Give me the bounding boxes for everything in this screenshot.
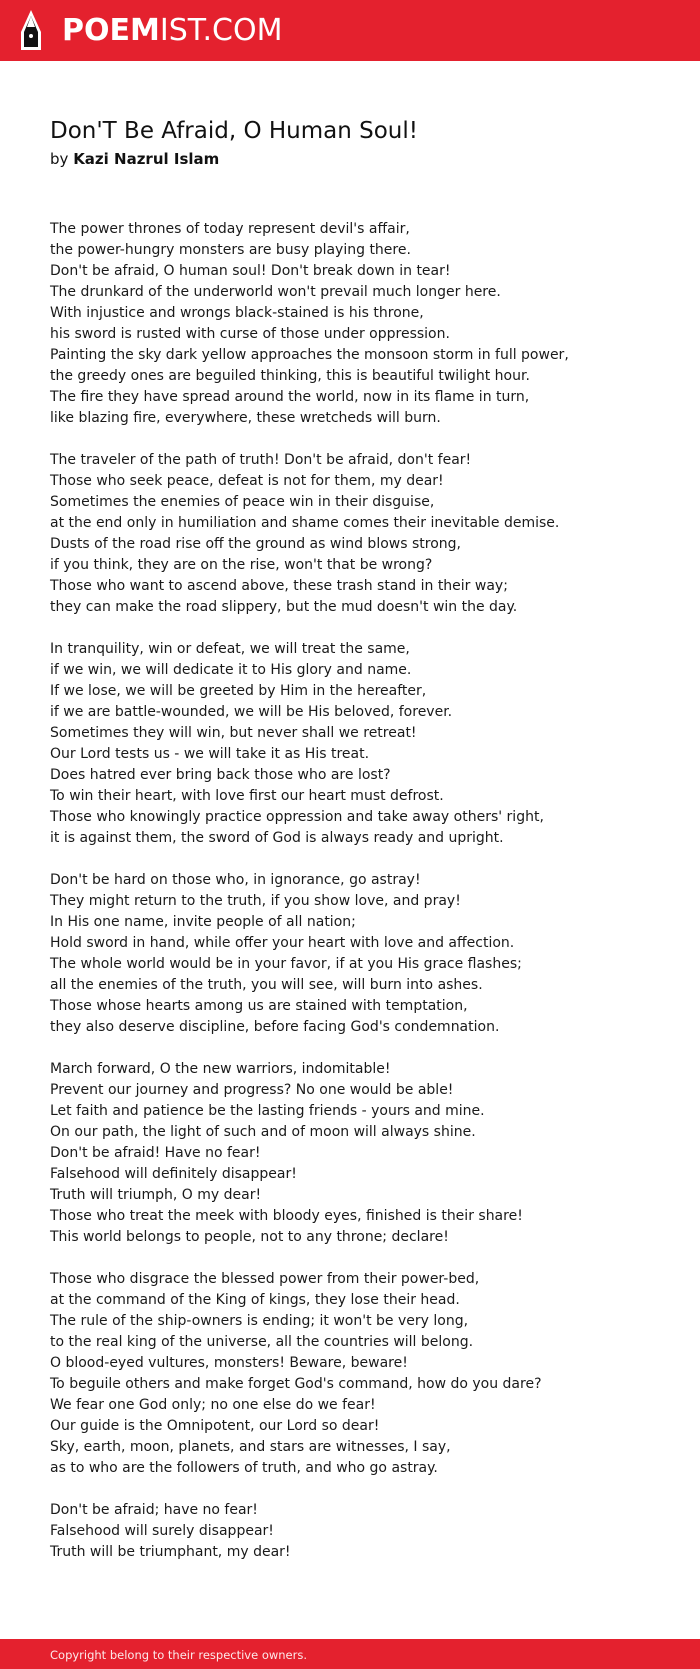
poem-line: The power thrones of today represent devil's affair, bbox=[50, 221, 410, 237]
poem-line: as to who are the followers of truth, and who go astray. bbox=[50, 1460, 438, 1476]
poem-line: Falsehood will surely disappear! bbox=[50, 1523, 274, 1539]
poem-line: Don't be afraid, O human soul! Don't break down in tear! bbox=[50, 263, 451, 279]
poem-line: They might return to the truth, if you show love, and pray! bbox=[50, 893, 461, 909]
poem-line: Let faith and patience be the lasting friends - yours and mine. bbox=[50, 1103, 485, 1119]
stanza bbox=[50, 639, 670, 849]
poem-line: Those who knowingly practice oppression and take away others' right, bbox=[50, 809, 544, 825]
poem-line: Truth will be triumphant, my dear! bbox=[50, 1544, 291, 1560]
poem-line: to the real king of the universe, all the countries will belong. bbox=[50, 1334, 474, 1350]
poem-line: Those who disgrace the blessed power from their power-bed, bbox=[50, 1271, 480, 1287]
poem-line: the greedy ones are beguiled thinking, this is beautiful twilight hour. bbox=[50, 368, 530, 384]
stanza bbox=[50, 1500, 670, 1563]
poem-line: they can make the road slippery, but the mud doesn't win the day. bbox=[50, 599, 518, 615]
copyright-text: Copyright belong to their respective owners. bbox=[50, 1648, 308, 1662]
poem-line: Sometimes they will win, but never shall we retreat! bbox=[50, 725, 417, 741]
poem-line: Sometimes the enemies of peace win in their disguise, bbox=[50, 494, 435, 510]
poem-line: O blood-eyed vultures, monsters! Beware, beware! bbox=[50, 1355, 408, 1371]
stanza bbox=[50, 1269, 670, 1479]
poem-line: the power-hungry monsters are busy playing there. bbox=[50, 242, 411, 258]
poem-line: Our Lord tests us - we will take it as His treat. bbox=[50, 746, 370, 762]
poem-line: Truth will triumph, O my dear! bbox=[50, 1187, 262, 1203]
poem-line: like blazing fire, everywhere, these wretcheds will burn. bbox=[50, 410, 441, 426]
poem-line: Hold sword in hand, while offer your heart with love and affection. bbox=[50, 935, 515, 951]
poem-line: To win their heart, with love first our heart must defrost. bbox=[50, 788, 444, 804]
poem-line: at the command of the King of kings, they lose their head. bbox=[50, 1292, 460, 1308]
poem-line: if you think, they are on the rise, won't that be wrong? bbox=[50, 557, 433, 573]
poem-line: Those who treat the meek with bloody eyes, finished is their share! bbox=[50, 1208, 523, 1224]
site-header bbox=[0, 0, 700, 61]
poem-line: Prevent our journey and progress? No one would be able! bbox=[50, 1082, 454, 1098]
poem-line: all the enemies of the truth, you will see, will burn into ashes. bbox=[50, 977, 483, 993]
poem-line: Don't be afraid; have no fear! bbox=[50, 1502, 258, 1518]
poem-line: The rule of the ship-owners is ending; it won't be very long, bbox=[50, 1313, 469, 1329]
poem-line: they also deserve discipline, before facing God's condemnation. bbox=[50, 1019, 500, 1035]
poem-line: Our guide is the Omnipotent, our Lord so dear! bbox=[50, 1418, 380, 1434]
poem-line: The drunkard of the underworld won't prevail much longer here. bbox=[50, 284, 501, 300]
poem-line: if we are battle-wounded, we will be His beloved, forever. bbox=[50, 704, 453, 720]
poem-line: Painting the sky dark yellow approaches the monsoon storm in full power, bbox=[50, 347, 569, 363]
poem-line: To beguile others and make forget God's command, how do you dare? bbox=[50, 1376, 542, 1392]
by-label: by bbox=[50, 150, 69, 168]
stanza bbox=[50, 870, 670, 1038]
pen-nib-icon[interactable] bbox=[18, 10, 44, 52]
poem-line: We fear one God only; no one else do we fear! bbox=[50, 1397, 376, 1413]
poem-line: In His one name, invite people of all nation; bbox=[50, 914, 356, 930]
poem-line: With injustice and wrongs black-stained is his throne, bbox=[50, 305, 424, 321]
poem-line: at the end only in humiliation and shame comes their inevitable demise. bbox=[50, 515, 560, 531]
poem-line: In tranquility, win or defeat, we will treat the same, bbox=[50, 641, 410, 657]
poem-title: Don'T Be Afraid, O Human Soul! bbox=[50, 118, 418, 144]
poem-line: The fire they have spread around the world, now in its flame in turn, bbox=[50, 389, 530, 405]
poem-line: March forward, O the new warriors, indomitable! bbox=[50, 1061, 391, 1077]
stanza bbox=[50, 450, 670, 618]
site-footer bbox=[0, 1639, 700, 1669]
poem-line: Dusts of the road rise off the ground as wind blows strong, bbox=[50, 536, 461, 552]
poem-line: If we lose, we will be greeted by Him in the hereafter, bbox=[50, 683, 427, 699]
poem-line: On our path, the light of such and of moon will always shine. bbox=[50, 1124, 476, 1140]
byline bbox=[50, 148, 219, 170]
stanza bbox=[50, 1059, 670, 1248]
poem-line: The whole world would be in your favor, if at you His grace flashes; bbox=[50, 956, 522, 972]
poem-line: Those who seek peace, defeat is not for them, my dear! bbox=[50, 473, 444, 489]
poem-line: The traveler of the path of truth! Don't be afraid, don't fear! bbox=[50, 452, 472, 468]
logo-text-light: IST.COM bbox=[159, 13, 283, 48]
poem-line: Don't be afraid! Have no fear! bbox=[50, 1145, 261, 1161]
poem-line: his sword is rusted with curse of those under oppression. bbox=[50, 326, 450, 342]
logo-text-bold: POEM bbox=[62, 13, 160, 48]
poem-line: Those whose hearts among us are stained with temptation, bbox=[50, 998, 468, 1014]
poem-line: Falsehood will definitely disappear! bbox=[50, 1166, 297, 1182]
poem-line: Those who want to ascend above, these trash stand in their way; bbox=[50, 578, 508, 594]
author-name[interactable]: Kazi Nazrul Islam bbox=[73, 150, 220, 168]
poem-line: This world belongs to people, not to any throne; declare! bbox=[50, 1229, 449, 1245]
poem-line: if we win, we will dedicate it to His glory and name. bbox=[50, 662, 412, 678]
poem-line: it is against them, the sword of God is always ready and upright. bbox=[50, 830, 504, 846]
poem-body bbox=[50, 219, 670, 1584]
site-logo-link[interactable] bbox=[62, 11, 282, 51]
stanza bbox=[50, 219, 670, 429]
poem-line: Does hatred ever bring back those who are lost? bbox=[50, 767, 391, 783]
poem-line: Don't be hard on those who, in ignorance, go astray! bbox=[50, 872, 421, 888]
poem-line: Sky, earth, moon, planets, and stars are witnesses, I say, bbox=[50, 1439, 451, 1455]
